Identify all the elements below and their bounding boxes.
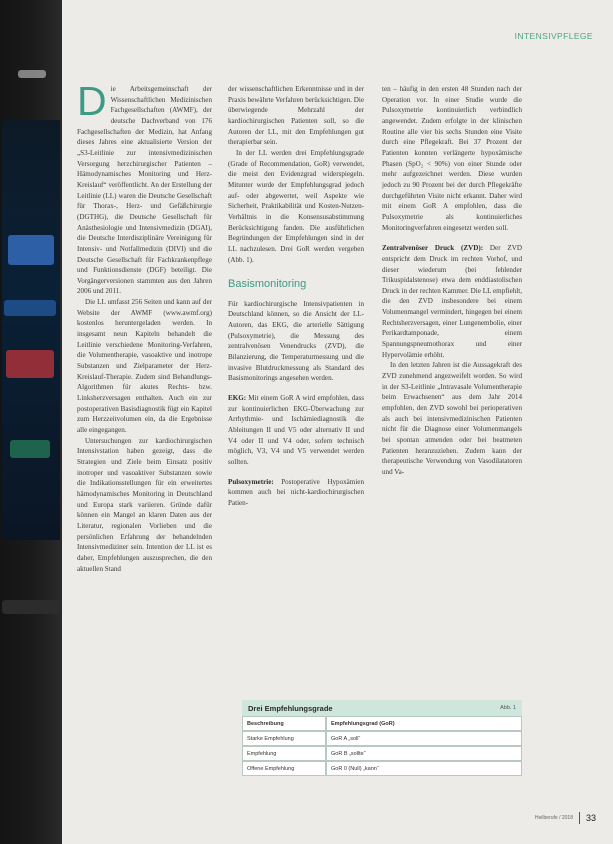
page-footer [535,812,596,824]
table-cell: Offene Empfehlung [242,761,326,776]
column-header: Empfehlungsgrad (GoR) [326,716,522,731]
ekg-paragraph: EKG: Mit einem GoR A wird empfohlen, dass zur kontinuierlichen EKG-Überwachung zur Arrhythmie- und Ischämiediagnostik die Ableitungen II und V5 oder alternativ II und V4 oder II und V4 oder, sofern technisch möglich, V3, V4 und V5 verwendet werden sollten. [228,394,364,466]
table-cell: Empfehlung [242,746,326,761]
table-row [242,761,522,776]
paragraph: Die LL umfasst 256 Seiten und kann auf der Website der AWMF (www.awmf.org) kostenlos heruntergeladen werden. In insgesamt neun Kapiteln behandelt die Leitlinie verschiedene Monitoring-Verfahren, die Volumentherapie, vasoaktive und inotrope Substanzen und Zielparameter der Herz-Kreislauf-Therapie. Zudem sind Behandlungs-Algorithmen für akutes Rechts- bzw. Linksherzversagen enthalten. Auch ein zur postoperativen Basisdiagnostik fügt ein Kapitel zum Herzzeitvolumen ein, da die Ergebnisse alle eingegangen. [77,298,212,434]
column-1 [77,78,212,574]
figure-tag: Abb. 1 [500,705,516,711]
column-2 [228,84,364,509]
pulsoxymetrie-paragraph: Pulsoxymetrie: Postoperative Hypoxämien kommen auch bei nicht-kardiochirurgischen Patien- [228,477,364,507]
paragraph: In der LL werden drei Empfehlungsgrade (Grade of Recommendation, GoR) verwendet, die meist den Evidenzgrad widerspiegeln. Mitunter wurde der Empfehlungsgrad jedoch auf- oder abgewertet, weil Aspekte wie Sicherheit, Praktikabilität und Kosten-Nutzen-Verhältnis in die Konsensusabstimmung Berücksichtigung fanden. Die ausführlichen Begründungen der Empfehlungen sind in der LL nachzulesen. Drei GoR werden vergeben (Abb. 1). [228,148,364,264]
side-photo [0,0,62,844]
table-title: Drei Empfehlungsgrade [248,703,333,713]
paragraph: der wissenschaftlichen Erkenntnisse und in der Praxis bewährte Verfahren berücksichtigen. Die überwiegende Mehrzahl der kardiochirurgischen Patienten soll, so die Autoren der LL, mit den Empfehlungen gut therapierbar sein. [228,85,364,147]
table-header-bar [242,700,522,716]
column-3 [382,84,522,478]
column-header: Beschreibung [242,716,326,731]
paragraph: ten – häufig in den ersten 48 Stunden nach der Operation vor. In einer Studie wurde die Pulsoxymetrie kontinuierlich verbindlich angewendet. Zudem erfolgte in der klinischen Routine alle vier bis sechs Stunden eine Visite durch eine Pflegekraft. Bei 37 Prozent der Patienten konnten verlängerte hypoxämische Phasen (SpO₂ < 90%) von einer Stunde oder mehr aufgezeichnet werden. Diese wurden jedoch zu 90 Prozent bei der durch Pflegekräfte durchgeführten Visite nicht erkannt. Daher wird mit einem GoR A empfohlen, dass die Pulsoxymetrie als kontinuierliches Monitoringverfahren eingesetzt werden soll. [382,85,522,232]
paragraph: In den letzten Jahren ist die Aussagekraft des ZVD zunehmend angezweifelt worden. So wird in der S3-Leitlinie „Intravasale Volumentherapie beim Erwachsenen“ aus dem Jahr 2014 empfohlen, den ZVD sowohl bei perioperativen als auch bei intensivmedizinischen Patienten nicht für die Diagnose einer Volumenmangels bei spontan atmenden oder bei beatmeten Patienten heranzuziehen. Zudem kann der therapeutische Verwendung von Vasodilatatoren und Va- [382,361,522,476]
table-cell: Starke Empfehlung [242,731,326,746]
table-header-row [242,716,522,731]
table-row [242,731,522,746]
section-heading: Basismonitoring [228,278,307,291]
table-cell: GoR 0 (Null) „kann“ [326,761,522,776]
footer-divider [579,812,580,824]
intro-paragraph: Die Arbeitsgemeinschaft der Wissenschaftlichen Medizinischen Fachgesellschaften (AWMF), der deutsche Dachverband von 176 Fachgesellschaften der Medizin, hat Anfang dieses Jahres eine aktualisierte Version der „S3-Leitlinie zur intensivmedizinischen Versorgung herzchirurgischer Patienten – Hämodynamisches Monitoring und Herz-Kreislauf“ veröffentlicht. An der Erstellung der Leitlinie (LL) waren die Deutsche Gesellschaft für Thorax-, Herz- und Gefäßchirurgie (DGTHG), die Deutsche Gesellschaft für Anästhesiologie und Intensivmedizin (DGAI), die Deutsche Interdisziplinäre Vereinigung für Intensiv- und Notfallmedizin (DIVI) und die Deutsche Gesellschaft für Fachkrankenpflege und Funktionsdienste (DGF) beteiligt. Die Vorgängerversionen stammten aus den Jahren 2006 und 2011. [77,78,212,296]
table-cell: GoR B „sollte“ [326,746,522,761]
zvd-paragraph: Zentralvenöser Druck (ZVD): Der ZVD entspricht dem Druck im rechten Vorhof, und dieser wiederum (bei fehlender Trikuspidalstenose) etwa dem enddiastolischen Druck in der rechten Kammer. Die LL empfiehlt, die den ZVD insbesondere bei einem Volumenmangel vermindert, hingegen bei einem Rechtsherzversagen, einer Lungenembolie, einer Perikardtamponade, einem Spannungspneumothorax und einer Hypervolämie erhöht. [382,244,522,359]
magazine-name: Heilberufe / 2018 [534,815,573,821]
table-row [242,746,522,761]
recommendation-table [242,700,522,776]
page-number: 33 [585,813,596,823]
section-header: INTENSIVPFLEGE [514,31,593,41]
table-cell: GoR A „soll“ [326,731,522,746]
drop-cap: D [77,78,107,124]
monitor-screen-image [2,120,60,540]
paragraph: Untersuchungen zur kardiochirurgischen Intensivstation haben gezeigt, dass die Strategien und Ziele beim Einsatz positiv inotroper und vasoaktiver Substanzen sowie die Indikationsstellungen für ein erweitertes hämodynamisches Monitoring in Deutschland und Europa stark variieren. Gründe dafür können ein Mangel an klaren Daten aus der Literatur, regionalen Vorlieben und die persönlichen Erfahrung der behandelnden Intensivmediziner sein. Intention der LL ist es daher, Empfehlungen auszusprechen, die den aktuellen Stand [77,436,212,573]
paragraph: Für kardiochirurgische Intensivpatienten in Deutschland können, so die Ansicht der LL-Autoren, das EKG, die arterielle Sättigung (Pulsoxymetrie), die Messung des zentralvenösen Venendrucks (ZVD), die Bilanzierung, die Temperaturmessung und die invasive Blutdruckmessung als Standard des Basismonitorings angesehen werden. [228,299,364,383]
